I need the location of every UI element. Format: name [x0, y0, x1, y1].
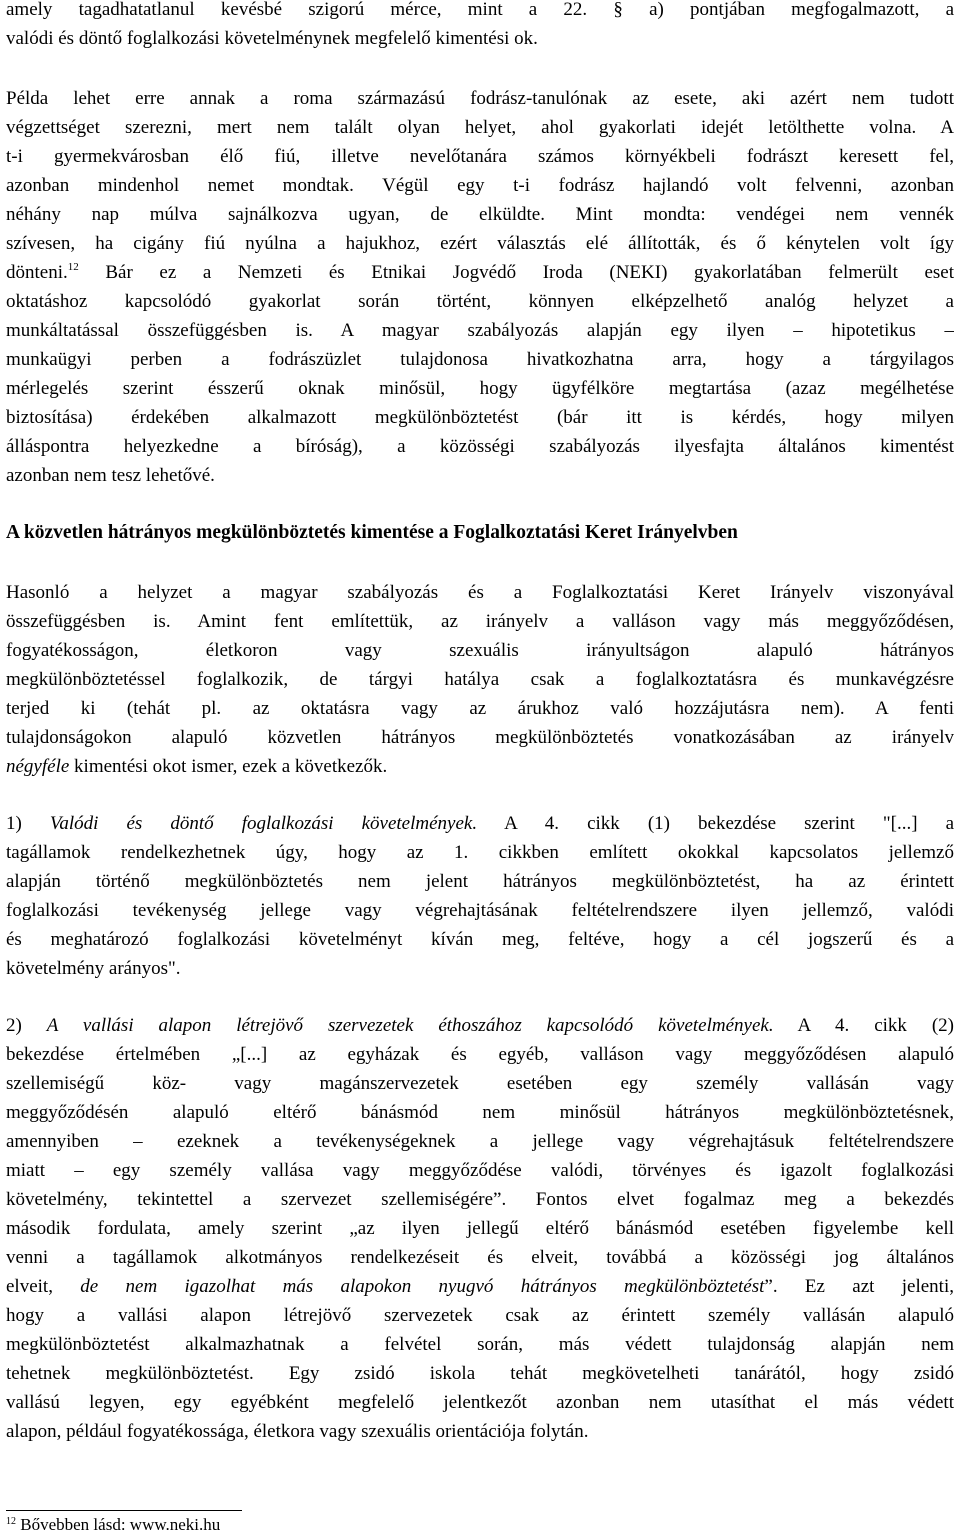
point-2-paragraph: [6, 1011, 954, 1446]
text-line: végzettséget szerezni, mert nem talált olyan helyet, ahol gyakorlati idejét letölthette volna. A: [6, 117, 954, 138]
text-line: vallású legyen, egy egyébként megfelelő jelentkezőt azonban nem utasíthat el más védett: [6, 1392, 954, 1413]
text-line: Hasonló a helyzet a magyar szabályozás és a Foglalkoztatási Keret Irányelv viszonyával: [6, 582, 954, 603]
text-segment: ”. Ez azt jelenti,: [764, 1276, 954, 1297]
text-line: megkülönböztetést alkalmazhatnak a felvétel során, más védett tulajdonság alapján nem: [6, 1334, 954, 1355]
text-line: munkáltatással összefüggésben is. A magyar szabályozás alapján egy ilyen – hipotetikus –: [6, 320, 954, 341]
text-line: terjed ki (tehát pl. az oktatásra vagy az árukhoz való hozzájutásra nem). A fenti: [6, 698, 954, 719]
text-segment: Bár ez a Nemzeti és Etnikai Jogvédő Iroda (NEKI) gyakorlatában felmerült eset: [105, 262, 954, 283]
text-line: miatt – egy személy vallása vagy meggyőződése valódi, törvényes és igazolt foglalkozási: [6, 1160, 954, 1181]
text-line: hogy a vallási alapon létrejövő szervezetek csak az érintett személy vallásán alapuló: [6, 1305, 954, 1326]
text-line: szellemiségű köz- vagy magánszervezetek esetében egy személy vallásán vagy: [6, 1073, 954, 1094]
text-line: [6, 1011, 954, 1040]
list-number: 1): [6, 813, 50, 834]
text-line: tulajdonságokon alapuló közvetlen hátrányos megkülönböztetés vonatkozásában az irányelv: [6, 727, 954, 748]
footnote-text: Bővebben lásd: www.neki.hu: [20, 1515, 221, 1534]
text-line: és meghatározó foglalkozási követelményt kíván meg, feltéve, hogy a cél jogszerű és a: [6, 929, 954, 950]
text-line: foglalkozási tevékenység jellege vagy végrehajtásának feltételrendszere ilyen jellemző, valódi: [6, 900, 954, 921]
point-title: A vallási alapon létrejövő szervezetek éthoszához kapcsolódó követelmények.: [46, 1015, 774, 1036]
text-segment: kimentési okot ismer, ezek a következők.: [69, 756, 388, 777]
text-line: követelmény, tekintettel a szervezet szellemiségére”. Fontos elvet fogalmaz meg a bekezdés: [6, 1189, 954, 1210]
text-line: biztosítása) érdekében alkalmazott megkülönböztetést (bár itt is kérdés, hogy milyen: [6, 407, 954, 428]
text-line-with-footnote: [6, 258, 954, 287]
text-line: venni a tagállamok alkotmányos rendelkezéseit és elveit, továbbá a közösségi jog általános: [6, 1247, 954, 1268]
text-line: alapján történő megkülönböztetés nem jelent hátrányos megkülönböztetést, ha az érintett: [6, 871, 954, 892]
text-line: [6, 809, 954, 838]
text-line: tehetnek megkülönböztetést. Egy zsidó iskola tehát megkövetelheti tanárától, hogy zsidó: [6, 1363, 954, 1384]
text-line: összefüggésben is. Amint fent említettük, az irányelv a valláson vagy más meggyőződésen,: [6, 611, 954, 632]
text-line: tagállamok rendelkezhetnek úgy, hogy az 1. cikkben említett okokkal kapcsolatos jellemző: [6, 842, 954, 863]
text-line: álláspontra helyezkedne a bíróság), a közösségi szabályozás ilyesfajta általános kimentést: [6, 436, 954, 457]
list-number: 2): [6, 1015, 47, 1036]
text-segment: elveit,: [6, 1276, 81, 1297]
heading-text: A közvetlen hátrányos megkülönböztetés kimentése a Foglalkoztatási Keret Irányelvben: [6, 522, 738, 543]
section-heading: [6, 518, 954, 547]
text-line: valódi és döntő foglalkozási követelménynek megfelelő kimentési ok.: [6, 28, 538, 49]
text-line: követelmény arányos".: [6, 958, 181, 979]
text-line: néhány nap múlva sajnálkozva ugyan, de elküldte. Mint mondta: vendégei nem vennék: [6, 204, 954, 225]
text-line: bekezdése értelmében „[...] az egyházak és egyéb, valláson vagy meggyőződésen alapuló: [6, 1044, 954, 1065]
text-line: Példa lehet erre annak a roma származású fodrász-tanulónak az esete, aki azért nem tudott: [6, 88, 954, 109]
text-line: második fordulata, amely szerint „az ilyen jellegű eltérő bánásmód esetében figyelembe kell: [6, 1218, 954, 1239]
footnote: [6, 1514, 220, 1536]
footnote-number: 12: [6, 1516, 16, 1527]
footnote-reference[interactable]: 12: [67, 261, 79, 273]
text-line: szívesen, ha cigány fiú nyúlna a hajukhoz, ezért választás elé állították, és ő kénytelen volt így: [6, 233, 954, 254]
point-1-paragraph: [6, 809, 954, 983]
text-line: azonban mindenhol nemet mondtak. Végül egy t-i fodrász hajlandó volt felvenni, azonban: [6, 175, 954, 196]
emphasis-text: de nem igazolhat más alapokon nyugvó hátrányos megkülönböztetést: [80, 1276, 765, 1297]
text-segment: dönteni.: [6, 262, 68, 283]
text-line: oktatáshoz kapcsolódó gyakorlat során történt, könnyen elképzelhető analóg helyzet a: [6, 291, 954, 312]
text-line: azonban nem tesz lehetővé.: [6, 465, 215, 486]
text-line: mérlegelés szerint ésszerű oknak minősül, hogy ügyfélköre megtartása (azaz megélhetése: [6, 378, 954, 399]
point-title: Valódi és döntő foglalkozási követelmények.: [49, 813, 478, 834]
directive-paragraph: [6, 578, 954, 781]
text-segment: A 4. cikk (2): [773, 1015, 954, 1036]
text-line: amennyiben – ezeknek a tevékenységeknek a jellege vagy végrehajtásuk feltételrendszere: [6, 1131, 954, 1152]
text-line: munkaügyi perben a fodrászüzlet tulajdonosa hivatkozhatna arra, hogy a tárgyilagos: [6, 349, 954, 370]
text-segment: A 4. cikk (1) bekezdése szerint "[...] a: [477, 813, 954, 834]
emphasis-text: négyféle: [6, 756, 70, 777]
footnote-separator: [6, 1510, 242, 1511]
text-line: fogyatékosságon, életkoron vagy szexuális irányultságon alapuló hátrányos: [6, 640, 954, 661]
text-line: [6, 752, 954, 781]
text-line: amely tagadhatatlanul kevésbé szigorú mérce, mint a 22. § a) pontjában megfogalmazott, a: [6, 0, 954, 20]
continuation-paragraph: [6, 0, 954, 53]
text-line: meggyőződésén alapuló eltérő bánásmód nem minősül hátrányos megkülönböztetésnek,: [6, 1102, 954, 1123]
text-line: megkülönböztetéssel foglalkozik, de tárgyi hatálya csak a foglalkoztatásra és munkavégzésre: [6, 669, 954, 690]
text-line: [6, 1272, 954, 1301]
text-line: t-i gyermekvárosban élő fiú, illetve nevelőtanára számos környékbeli fodrászt keresett fel,: [6, 146, 954, 167]
example-paragraph: [6, 84, 954, 490]
text-line: alapon, például fogyatékossága, életkora vagy szexuális orientációja folytán.: [6, 1421, 589, 1442]
